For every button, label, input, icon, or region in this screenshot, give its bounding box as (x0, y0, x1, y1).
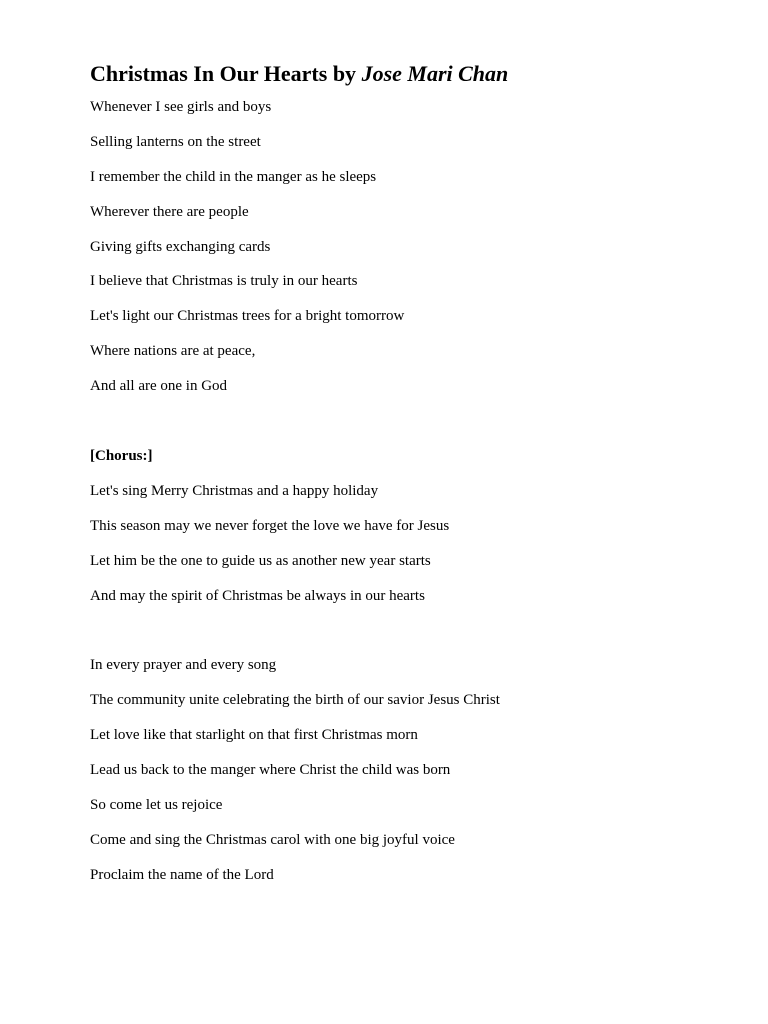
lyric-line: And may the spirit of Christmas be always in our hearts (90, 587, 425, 604)
lyric-line: Let love like that starlight on that first Christmas morn (90, 727, 418, 744)
lyric-line: Proclaim the name of the Lord (90, 866, 274, 883)
lyric-line: The community unite celebrating the birth of our savior Jesus Christ (90, 692, 500, 709)
song-title (90, 58, 730, 90)
document-page (90, 58, 730, 900)
lyric-line: Lead us back to the manger where Christ the child was born (90, 762, 451, 779)
stanza-gap (90, 411, 730, 446)
lyric-line: Giving gifts exchanging cards (90, 238, 271, 255)
artist-name: Jose Mari Chan (361, 61, 509, 86)
lyric-line: Selling lanterns on the street (90, 133, 261, 150)
lyric-line: I believe that Christmas is truly in our hearts (90, 273, 358, 290)
chorus (90, 446, 730, 606)
lyric-line: I remember the child in the manger as he sleeps (90, 168, 377, 185)
stanza-gap (90, 620, 730, 655)
lyric-line: Whenever I see girls and boys (90, 99, 272, 115)
lyric-line: Let's sing Merry Christmas and a happy holiday (90, 482, 379, 499)
lyric-line: Wherever there are people (90, 203, 249, 220)
lyric-line: Let him be the one to guide us as another new year starts (90, 552, 431, 569)
verse-2 (90, 655, 730, 884)
lyric-line: And all are one in God (90, 378, 228, 395)
lyric-line: In every prayer and every song (90, 657, 277, 674)
lyric-line: Come and sing the Christmas carol with one big joyful voice (90, 831, 455, 848)
chorus-label: [Chorus:] (90, 448, 153, 465)
lyric-line: Where nations are at peace, (90, 343, 256, 360)
lyric-line: This season may we never forget the love we have for Jesus (90, 517, 450, 534)
verse-1 (90, 97, 730, 396)
lyric-line: Let's light our Christmas trees for a bright tomorrow (90, 308, 405, 325)
lyric-line: So come let us rejoice (90, 797, 223, 814)
title-prefix: Christmas In Our Hearts by (90, 61, 362, 86)
